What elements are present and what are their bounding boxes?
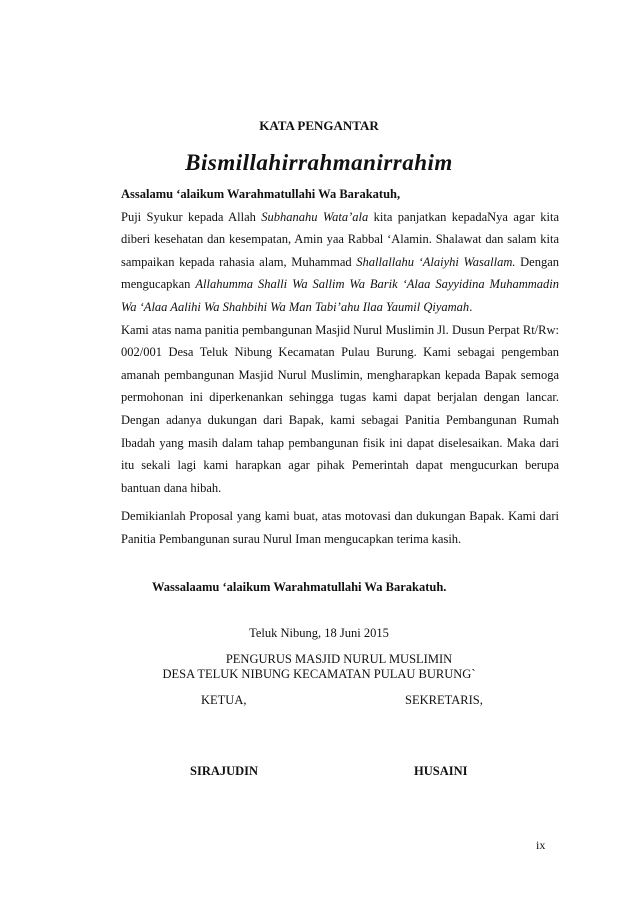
place-date: Teluk Nibung, 18 Juni 2015 [249, 626, 389, 640]
p1-italic-d: Shallallahu ‘Alaiyhi Wasallam. [356, 254, 516, 269]
basmala-heading: Bismillahirrahmanirrahim [185, 150, 453, 175]
page-number: ix [536, 838, 546, 852]
name-chairman: SIRAJUDIN [190, 764, 259, 778]
closing-greeting: Wassalaamu ‘alaikum Warahmatullahi Wa Barakatuh. [152, 580, 447, 594]
p1-italic-b: Subhanahu Wata’ala [261, 209, 369, 224]
paragraph-closing: Demikianlah Proposal yang kami buat, atas motovasi dan dukungan Bapak. Kami dari Panitia Pembangunan surau Nurul Iman mengucapkan terima kasih. [121, 509, 559, 546]
paragraph-praise [121, 206, 559, 319]
opening-greeting: Assalamu ‘alaikum Warahmatullahi Wa Barakatuh, [121, 187, 401, 201]
org-name: PENGURUS MASJID NURUL MUSLIMIN [225, 652, 453, 666]
p1-text-e: Dengan mengucapkan [121, 254, 560, 292]
p1-text-c: kita panjatkan kepadaNya agar kita diberi kesehatan dan kesempatan, Amin yaa Rabbal ‘Alamin. Shalawat dan salam kita sampaikan kepada rahasia alam, Muhammad [121, 209, 559, 269]
p1-italic-f: Allahumma Shalli Wa Sallim Wa Barik ‘Alaa Sayyidina Muhammadin Wa ‘Alaa Aalihi Wa Shahbihi Wa Man Tabi’ahu Ilaa Yaumil Qiyamah [121, 277, 559, 314]
role-secretary: SEKRETARIS, [405, 693, 483, 707]
p1-text-g: . [469, 299, 473, 314]
name-secretary: HUSAINI [414, 764, 468, 778]
letter-body [121, 183, 559, 551]
org-location: DESA TELUK NIBUNG KECAMATAN PULAU BURUNG` [162, 667, 476, 681]
page-title: KATA PENGANTAR [259, 118, 379, 133]
p1-text-a: Puji Syukur kepada Allah [121, 209, 262, 224]
paragraph-request: Kami atas nama panitia pembangunan Masjid Nurul Muslimin Jl. Dusun Perpat Rt/Rw: 002/001 Desa Teluk Nibung Kecamatan Pulau Burung. Kami sebagai pengemban amanah pembangunan Masjid Nurul Muslimin, mengharapkan kepada Bapak semoga permohonan ini diperkenankan sehingga tugas kami dapat berjalan dengan lancar. Dengan adanya dukungan dari Bapak, kami sebagai Panitia Pembangunan Rumah Ibadah yang masih dalam tahap pembangunan fisik ini dapat diselesaikan. Maka dari itu sekali lagi kami harapkan agar pihak Pemerintah dapat mengucurkan berupa bantuan dana hibah. [121, 322, 559, 495]
role-chairman: KETUA, [201, 693, 247, 707]
